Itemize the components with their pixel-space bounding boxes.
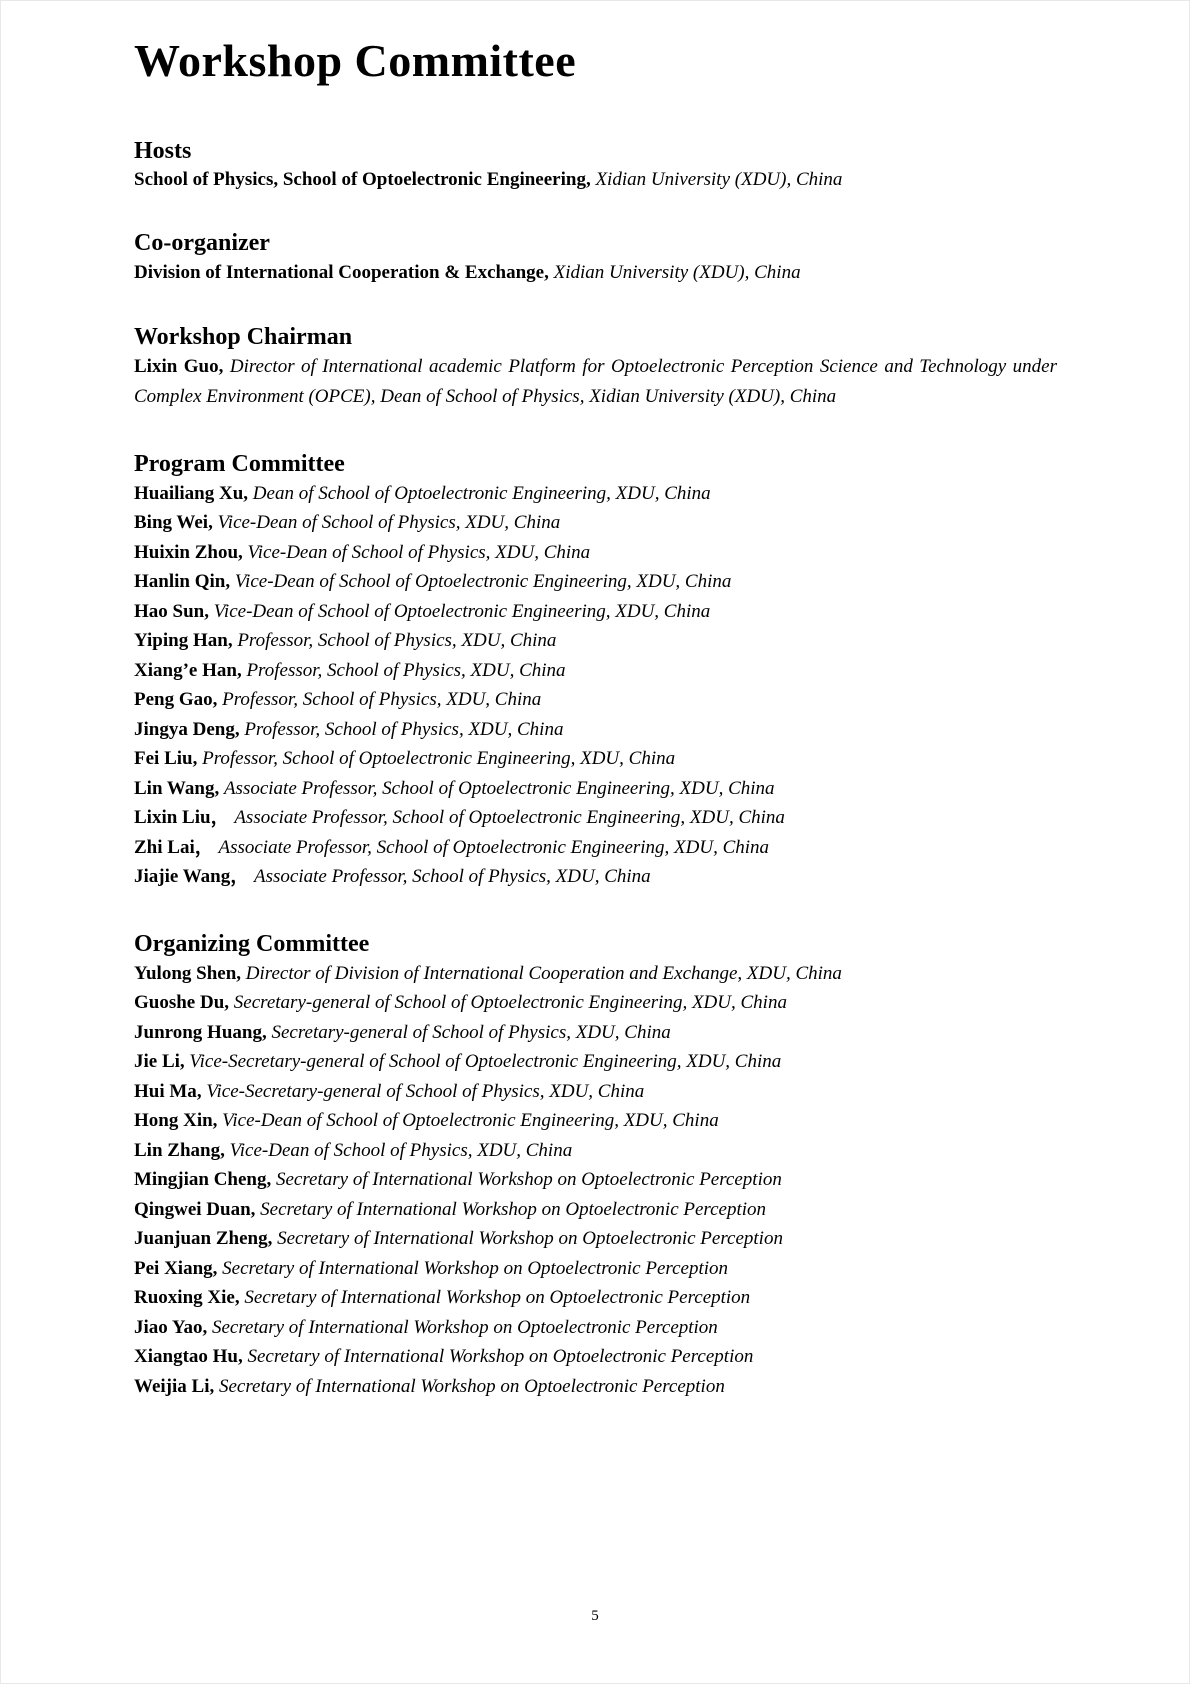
member-role: Secretary of International Workshop on Optoelectronic Perception [260,1198,767,1220]
section-program-committee [134,450,1057,892]
member-role: Vice-Dean of School of Physics, XDU, China [217,512,561,534]
committee-member [134,1313,1057,1343]
member-name: Lixin Liu， [134,807,230,829]
committee-member [134,715,1057,745]
committee-member [134,1342,1057,1372]
member-role: Director of Division of International Cooperation and Exchange, XDU, China [245,962,842,984]
host-affiliation: Xidian University (XDU), China [595,169,843,191]
host-entry [134,165,1057,195]
chairman-name: Lixin Guo [134,355,219,377]
committee-member [134,1224,1057,1254]
committee-member [134,1106,1057,1136]
separator: , [236,962,246,984]
member-role: Associate Professor, School of Optoelectronic Engineering, XDU, China [218,836,770,858]
member-name: Juanjuan Zheng [134,1228,268,1249]
member-role: Secretary of International Workshop on Optoelectronic Perception [277,1228,783,1249]
separator: , [236,659,247,681]
committee-member [134,774,1057,804]
member-role: Professor, School of Physics, XDU, China [244,718,564,740]
committee-member [134,685,1057,715]
committee-member [134,803,1057,833]
member-role: Professor, School of Physics, XDU, China [222,689,542,711]
member-role: Secretary of International Workshop on Optoelectronic Perception [276,1169,782,1190]
committee-member [134,959,1057,989]
member-name: Guoshe Du, [134,992,230,1013]
member-name: Yulong Shen [134,962,237,984]
section-workshop-chairman [134,323,1057,412]
separator: , [585,169,596,191]
separator: , [261,1021,272,1043]
section-co-organizer [134,229,1057,287]
committee-member [134,538,1057,568]
committee-member [134,597,1057,627]
member-name: Jingya Deng, [134,718,240,740]
member-name: Hui Ma [134,1080,197,1102]
member-name: Jie Li, [134,1051,185,1072]
member-role: Secretary of International Workshop on Optoelectronic Perception [218,1375,725,1397]
member-name: Pei Xiang [134,1257,213,1279]
separator: , [250,1198,261,1220]
host-name: School of Physics, School of Optoelectronic Engineering [134,169,586,191]
committee-member [134,656,1057,686]
separator: , [227,630,238,652]
committee-member [134,626,1057,656]
section-hosts [134,137,1057,195]
member-name: Fei Liu [134,748,193,770]
member-name: Junrong Huang [134,1021,262,1043]
member-name: Jiajie Wang， [134,866,250,888]
committee-member [134,862,1057,892]
section-organizing-committee [134,930,1057,1401]
member-role: Secretary of International Workshop on Optoelectronic Perception [222,1257,728,1279]
separator: , [220,1139,230,1161]
member-name: Bing Wei, [134,512,213,534]
member-name: Huixin Zhou [134,541,239,563]
member-role: Secretary of International Workshop on Optoelectronic Perception [244,1287,751,1308]
separator: , [238,541,248,563]
member-name: Hong Xin, [134,1110,218,1131]
member-role: Professor, School of Physics, XDU, China [246,659,566,681]
member-name: Lin Wang, [134,777,220,799]
page-number: 5 [591,1608,599,1624]
chairman-role: Director of International academic Platform for Optoelectronic Perception Science and Technology under Complex Environment (OPCE), Dean of School of Physics, Xidian University (XDU), China [134,355,1057,407]
section-heading-co-organizer: Co-organizer [134,229,270,256]
committee-member [134,1165,1057,1195]
separator: , [192,748,203,770]
section-heading-workshop-chairman: Workshop Chairman [134,324,353,351]
separator: , [212,1257,223,1279]
committee-member [134,1195,1057,1225]
separator: , [234,1287,245,1308]
member-role: Vice-Dean of School of Optoelectronic Engineering, XDU, China [234,571,732,593]
separator: , [196,1080,207,1102]
separator: , [238,1346,248,1367]
page-title: Workshop Committee [134,35,577,86]
section-heading-organizing-committee: Organizing Committee [134,930,370,957]
member-role: Dean of School of Optoelectronic Engineering, XDU, China [252,482,711,504]
member-role: Secretary of International Workshop on Optoelectronic Perception [211,1316,718,1338]
member-role: Professor, School of Physics, XDU, China [237,630,557,652]
separator: , [243,482,253,504]
member-role: Professor, School of Optoelectronic Engineering, XDU, China [202,748,676,770]
committee-member [134,1047,1057,1077]
page-content [1,1,1189,1401]
member-name: Huailiang Xu [134,482,244,504]
member-name: Hanlin Qin [134,571,226,593]
member-name: Xiang’e Han [134,659,237,681]
member-name: Hao Sun, [134,600,209,622]
member-role: Vice-Secretary-general of School of Physics, XDU, China [206,1080,645,1102]
separator: , [218,355,230,377]
committee-member [134,508,1057,538]
committee-member [134,567,1057,597]
member-name: Lin Zhang [134,1139,221,1161]
member-name: Jiao Yao, [134,1316,208,1338]
member-role: Vice-Dean of School of Physics, XDU, China [229,1139,573,1161]
separator: , [267,1228,278,1249]
committee-member [134,1136,1057,1166]
member-role: Associate Professor, School of Optoelectronic Engineering, XDU, China [234,807,785,829]
committee-member [134,479,1057,509]
committee-member [134,1283,1057,1313]
member-name: Yiping Han [134,630,228,652]
committee-member [134,1018,1057,1048]
separator: , [266,1169,276,1190]
member-role: Secretary-general of School of Optoelectronic Engineering, XDU, China [233,992,787,1013]
committee-member [134,833,1057,863]
member-name: Weijia Li, [134,1375,215,1397]
member-name: Qingwei Duan [134,1198,251,1220]
member-role: Vice-Secretary-general of School of Optoelectronic Engineering, XDU, China [189,1051,782,1072]
member-role: Associate Professor, School of Physics, XDU, China [254,866,651,888]
member-name: Ruoxing Xie [134,1287,235,1308]
section-heading-hosts: Hosts [134,137,192,164]
member-name: Xiangtao Hu [134,1346,238,1367]
co-organizer-entry [134,258,1057,288]
co-organizer-name: Division of International Cooperation & Exchange [134,261,545,283]
chairman-entry [134,352,1057,412]
committee-member [134,1254,1057,1284]
co-organizer-affiliation: Xidian University (XDU), China [553,261,801,283]
member-role: Secretary of International Workshop on Optoelectronic Perception [247,1346,754,1367]
member-name: Zhi Lai， [134,836,214,858]
member-role: Vice-Dean of School of Physics, XDU, China [247,541,591,563]
member-name: Peng Gao, [134,689,218,711]
member-role: Secretary-general of School of Physics, XDU, China [271,1021,671,1043]
committee-member [134,988,1057,1018]
member-role: Vice-Dean of School of Optoelectronic Engineering, XDU, China [213,600,711,622]
committee-member [134,1372,1057,1402]
separator: , [225,571,235,593]
committee-member [134,1077,1057,1107]
member-role: Vice-Dean of School of Optoelectronic Engineering, XDU, China [222,1110,719,1131]
committee-member [134,744,1057,774]
section-heading-program-committee: Program Committee [134,450,345,477]
separator: , [544,261,554,283]
member-role: Associate Professor, School of Optoelectronic Engineering, XDU, China [223,777,775,799]
member-name: Mingjian Cheng [134,1169,267,1190]
